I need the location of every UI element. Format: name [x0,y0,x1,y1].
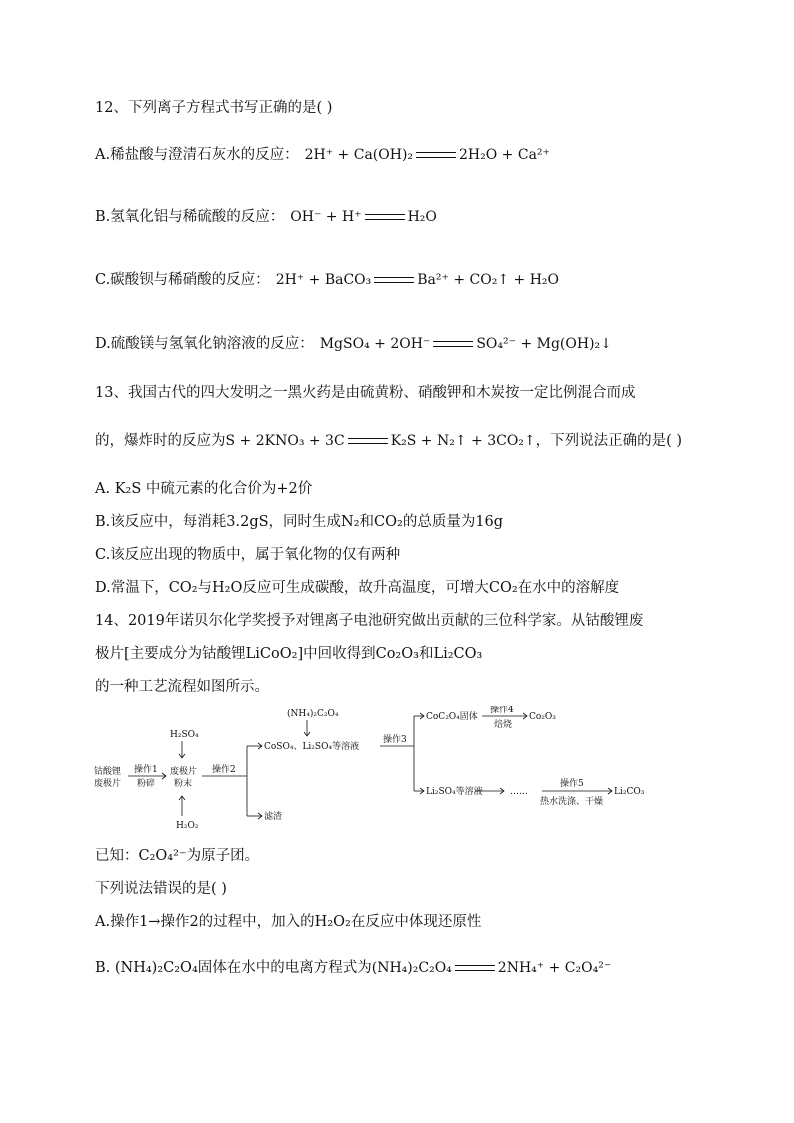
q12-option-b-text: B.氢氧化铝与稀硫酸的反应： [95,209,285,225]
q14-option-b-text: B. (NH₄)₂C₂O₄固体在水中的电离方程式为 [95,960,372,976]
equals-arrow-icon [365,214,405,220]
flow-op5-label: 操作5 [560,779,584,789]
q12-option-c-rhs: Ba²⁺ + CO₂↑ + H₂O [417,272,559,288]
equals-arrow-icon [374,277,414,283]
flow-op5-sub: 热水洗涤、干燥 [540,797,604,807]
q12-option-a [95,145,550,165]
flow-co2o3: Co₂O₃ [529,712,556,722]
q14-stem-line2: 极片[主要成分为钴酸锂LiCoO₂]中回收得到Co₂O₃和Li₂CO₃ [95,646,483,662]
flow-powder-line1: 废极片 [170,767,198,777]
flow-li2co3: Li₂CO₃ [614,787,645,797]
process-flow-diagram [92,706,652,841]
flow-op4-sub: 焙烧 [494,720,513,730]
q13-stem-prefix: 的，爆炸时的反应为 [95,433,226,449]
flow-powder-line2: 粉末 [174,779,193,789]
flow-op4-label: 操作4 [490,706,514,715]
flow-oxalate-reagent: (NH₄)₂C₂O₄ [287,709,339,719]
q12-option-a-lhs: 2H⁺ + Ca(OH)₂ [304,147,414,163]
flow-op3-label: 操作3 [383,735,407,745]
flow-h2so4: H₂SO₄ [170,730,199,740]
q14-option-b-rhs: 2NH₄⁺ + C₂O₄²⁻ [497,960,612,976]
flow-residue: 滤渣 [264,812,283,822]
q12-option-c-text: C.碳酸钡与稀硝酸的反应： [95,272,270,288]
q13-option-c: C.该反应出现的物质中，属于氧化物的仅有两种 [95,547,401,563]
flow-solution: CoSO₄、Li₂SO₄等溶液 [264,742,360,752]
q12-option-b-rhs: H₂O [407,209,437,225]
q12-option-d [95,334,612,354]
flow-dots: …… [510,787,528,797]
q14-option-b [95,958,611,978]
q13-option-d: D.常温下，CO₂与H₂O反应可生成碳酸，故升高温度，可增大CO₂在水中的溶解度 [95,580,620,596]
q12-option-d-lhs: MgSO₄ + 2OH⁻ [319,336,431,352]
q14-ask: 下列说法错误的是( ) [95,881,227,897]
q13-stem-line1: 13、我国古代的四大发明之一黑火药是由硫黄粉、硝酸钾和木炭按一定比例混合而成 [95,385,636,401]
equals-arrow-icon [433,341,473,347]
equals-arrow-icon [348,438,388,444]
flow-li2so4: Li₂SO₄等溶液 [426,787,483,797]
flow-cobalt-oxalate: CoC₂O₄固体 [426,712,478,722]
q12-option-d-rhs: SO₄²⁻ + Mg(OH)₂↓ [476,336,612,352]
flow-start-line1: 钴酸锂 [94,767,122,777]
q13-stem-suffix: ，下列说法正确的是( ) [535,433,683,449]
flow-start-line2: 废极片 [94,779,122,789]
q13-option-a: A. K₂S 中硫元素的化合价为+2价 [95,481,313,497]
flow-op1-sub: 粉碎 [137,779,156,789]
flow-op1-label: 操作1 [134,765,158,775]
q12-option-c [95,270,559,290]
q12-option-b [95,207,437,227]
q13-stem-line2 [95,431,682,451]
q13-option-b: B.该反应中，每消耗3.2gS，同时生成N₂和CO₂的总质量为16g [95,514,504,530]
equals-arrow-icon [455,965,495,971]
q12-stem: 12、下列离子方程式书写正确的是( ) [95,100,333,116]
flow-op2-label: 操作2 [212,765,236,775]
q12-option-a-rhs: 2H₂O + Ca²⁺ [459,147,550,163]
q14-option-b-lhs: (NH₄)₂C₂O₄ [371,960,452,976]
flow-h2o2: H₂O₂ [176,821,199,831]
q12-option-b-lhs: OH⁻ + H⁺ [290,209,362,225]
q12-option-d-text: D.硫酸镁与氢氧化钠溶液的反应： [95,336,314,352]
q14-stem-line3: 的一种工艺流程如图所示。 [95,679,269,695]
q13-reaction-lhs: S + 2KNO₃ + 3C [225,433,345,449]
q12-option-a-text: A.稀盐酸与澄清石灰水的反应： [95,147,299,163]
q14-stem-line1: 14、2019年诺贝尔化学奖授予对锂离子电池研究做出贡献的三位科学家。从钴酸锂废 [95,613,644,629]
q13-reaction-rhs: K₂S + N₂↑ + 3CO₂↑ [390,433,536,449]
equals-arrow-icon [416,152,456,158]
q14-known: 已知：C₂O₄²⁻为原子团。 [95,848,260,864]
q14-option-a: A.操作1→操作2的过程中，加入的H₂O₂在反应中体现还原性 [95,914,482,930]
q12-option-c-lhs: 2H⁺ + BaCO₃ [275,272,372,288]
